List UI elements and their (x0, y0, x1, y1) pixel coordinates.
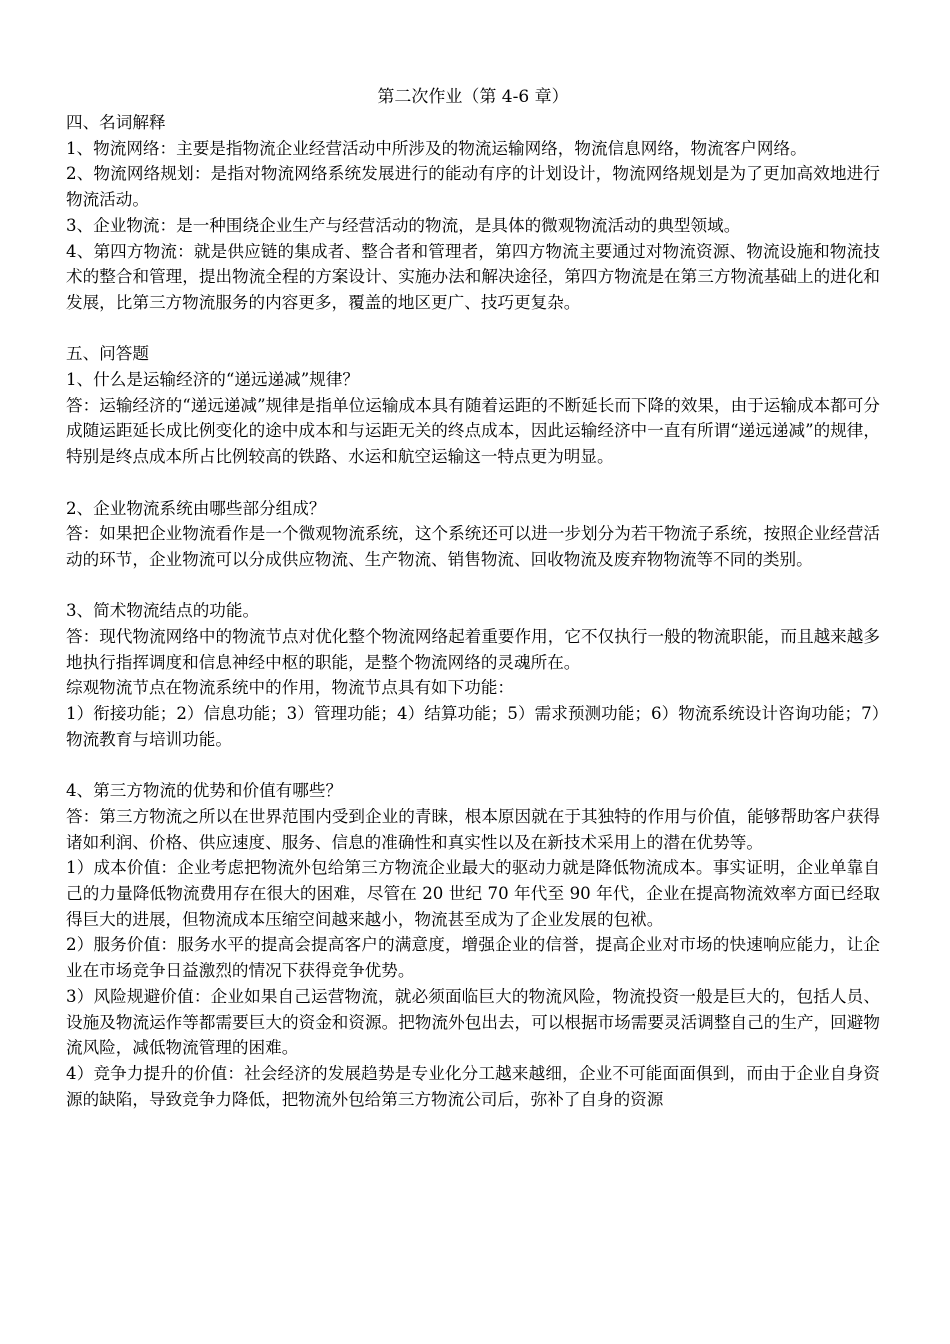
spacer (66, 470, 880, 496)
section-heading-definitions: 四、名词解释 (66, 113, 166, 132)
definition-item: 4、第四方物流：就是供应链的集成者、整合者和管理者，第四方物流主要通过对物流资源、物流设施和物流技术的整合和管理，提出物流全程的方案设计、实施办法和解决途径，第四方物流是在第三方物流基础上的进化和发展，比第三方物流服务的内容更多，覆盖的地区更广、技巧更复杂。 (66, 241, 880, 312)
answer-summary: 综观物流节点在物流系统中的作用，物流节点具有如下功能： (66, 678, 515, 698)
answer-point: 4）竞争力提升的价值：社会经济的发展趋势是专业化分工越来越细，企业不可能面面俱到，而由于企业自身资源的缺陷，导致竞争力降低，把物流外包给第三方物流公司后，弥补了自身的资源 (66, 1063, 880, 1109)
answer: 答：如果把企业物流看作是一个微观物流系统，这个系统还可以进一步划分为若干物流子系统，按照企业经营活动的环节，企业物流可以分成供应物流、生产物流、销售物流、回收物流及废弃物物流等不同的类别。 (66, 524, 880, 569)
answer-point: 3）风险规避价值：企业如果自己运营物流，就必须面临巨大的物流风险，物流投资一般是巨大的，包括人员、设施及物流运作等都需要巨大的资金和资源。把物流外包出去，可以根据市场需要灵活调整自己的生产，回避物流风险，减低物流管理的困难。 (66, 986, 880, 1058)
question: 1、什么是运输经济的“递远递减”规律？ (66, 370, 360, 390)
question: 4、第三方物流的优势和价值有哪些？ (66, 781, 343, 801)
definition-item: 2、物流网络规划：是指对物流网络系统发展进行的能动有序的计划设计，物流网络规划是为了更加高效地进行物流活动。 (66, 164, 880, 210)
definition-item: 3、企业物流：是一种围绕企业生产与经营活动的物流，是具体的微观物流活动的典型领域。 (66, 215, 741, 235)
spacer (66, 316, 880, 342)
section-heading-qa: 五、问答题 (66, 344, 149, 364)
answer: 答：运输经济的“递远递减”规律是指单位运输成本具有随着运距的不断延长而下降的效果，由于运输成本都可分成随运距延长成比例变化的途中成本和与运距无关的终点成本，因此运输经济中一直有所谓“递远递减”的规律，特别是终点成本所占比例较高的铁路、水运和航空运输这一特点更为明显。 (66, 395, 880, 467)
document-title: 第二次作业（第 4-6 章） (377, 87, 569, 107)
answer-point: 1）成本价值：企业考虑把物流外包给第三方物流企业最大的驱动力就是降低物流成本。事实证明，企业单靠自己的力量降低物流费用存在很大的困难，尽管在 20 世纪 70 年代至 90 年代，企业在提高物流效率方面已经取得巨大的进展，但物流成本压缩空间越来越小，物流甚至成为了企业发展的包袱。 (66, 858, 880, 929)
answer: 答：第三方物流之所以在世界范围内受到企业的青睐，根本原因就在于其独特的作用与价值，能够帮助客户获得诸如利润、价格、供应速度、服务、信息的准确性和真实性以及在新技术采用上的潜在优势等。 (66, 806, 880, 852)
spacer (66, 753, 880, 779)
answer: 答：现代物流网络中的物流节点对优化整个物流网络起着重要作用，它不仅执行一般的物流职能，而且越来越多地执行指挥调度和信息神经中枢的职能，是整个物流网络的灵魂所在。 (66, 627, 880, 672)
answer-functions: 1）衔接功能；2）信息功能；3）管理功能；4）结算功能；5）需求预测功能；6）物流系统设计咨询功能；7）物流教育与培训功能。 (66, 704, 880, 749)
answer-point: 2）服务价值：服务水平的提高会提高客户的满意度，增强企业的信誉，提高企业对市场的快速响应能力，让企业在市场竞争日益激烈的情况下获得竞争优势。 (66, 935, 880, 981)
spacer (66, 573, 880, 599)
question: 2、企业物流系统由哪些部分组成？ (66, 498, 326, 518)
document-page (66, 84, 880, 1112)
question: 3、简术物流结点的功能。 (66, 601, 260, 621)
definition-item: 1、物流网络：主要是指物流企业经营活动中所涉及的物流运输网络，物流信息网络，物流客户网络。 (66, 138, 807, 158)
